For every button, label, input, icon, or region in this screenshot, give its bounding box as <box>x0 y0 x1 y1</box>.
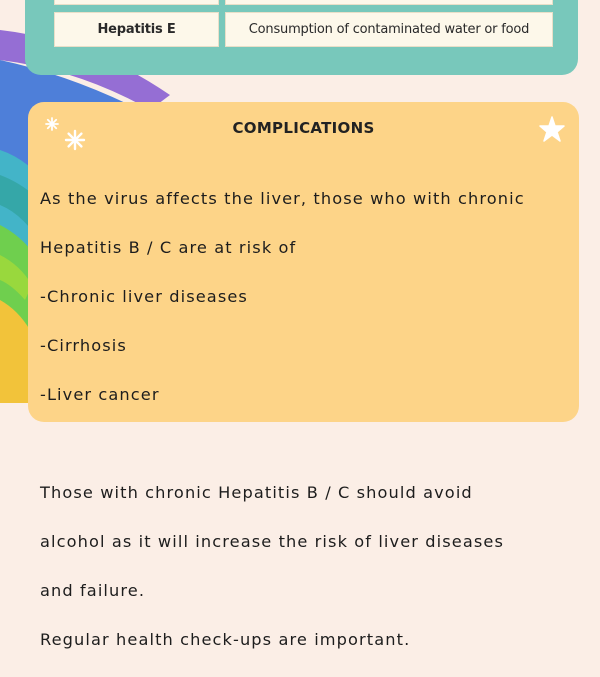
body-line: Hepatitis B / C are at risk of <box>40 237 297 257</box>
table-cell-empty <box>54 0 219 5</box>
body-line: alcohol as it will increase the risk of liver diseases <box>40 531 504 551</box>
body-line: -Chronic liver diseases <box>40 286 248 306</box>
body-line: Those with chronic Hepatitis B / C should avoid <box>40 482 473 502</box>
body-line: -Cirrhosis <box>40 335 127 355</box>
body-line: -Liver cancer <box>40 384 160 404</box>
table-cell-disease: Hepatitis E <box>54 12 219 47</box>
complications-title: COMPLICATIONS <box>232 119 375 137</box>
complications-body <box>40 162 570 677</box>
body-line: and failure. <box>40 580 146 600</box>
table-cell-empty <box>225 0 553 5</box>
complications-card <box>28 102 579 649</box>
table-cell-transmission: Consumption of contaminated water or food <box>225 12 553 47</box>
body-line: Regular health check-ups are important. <box>40 629 411 649</box>
body-line: As the virus affects the liver, those who with chronic <box>40 188 525 208</box>
